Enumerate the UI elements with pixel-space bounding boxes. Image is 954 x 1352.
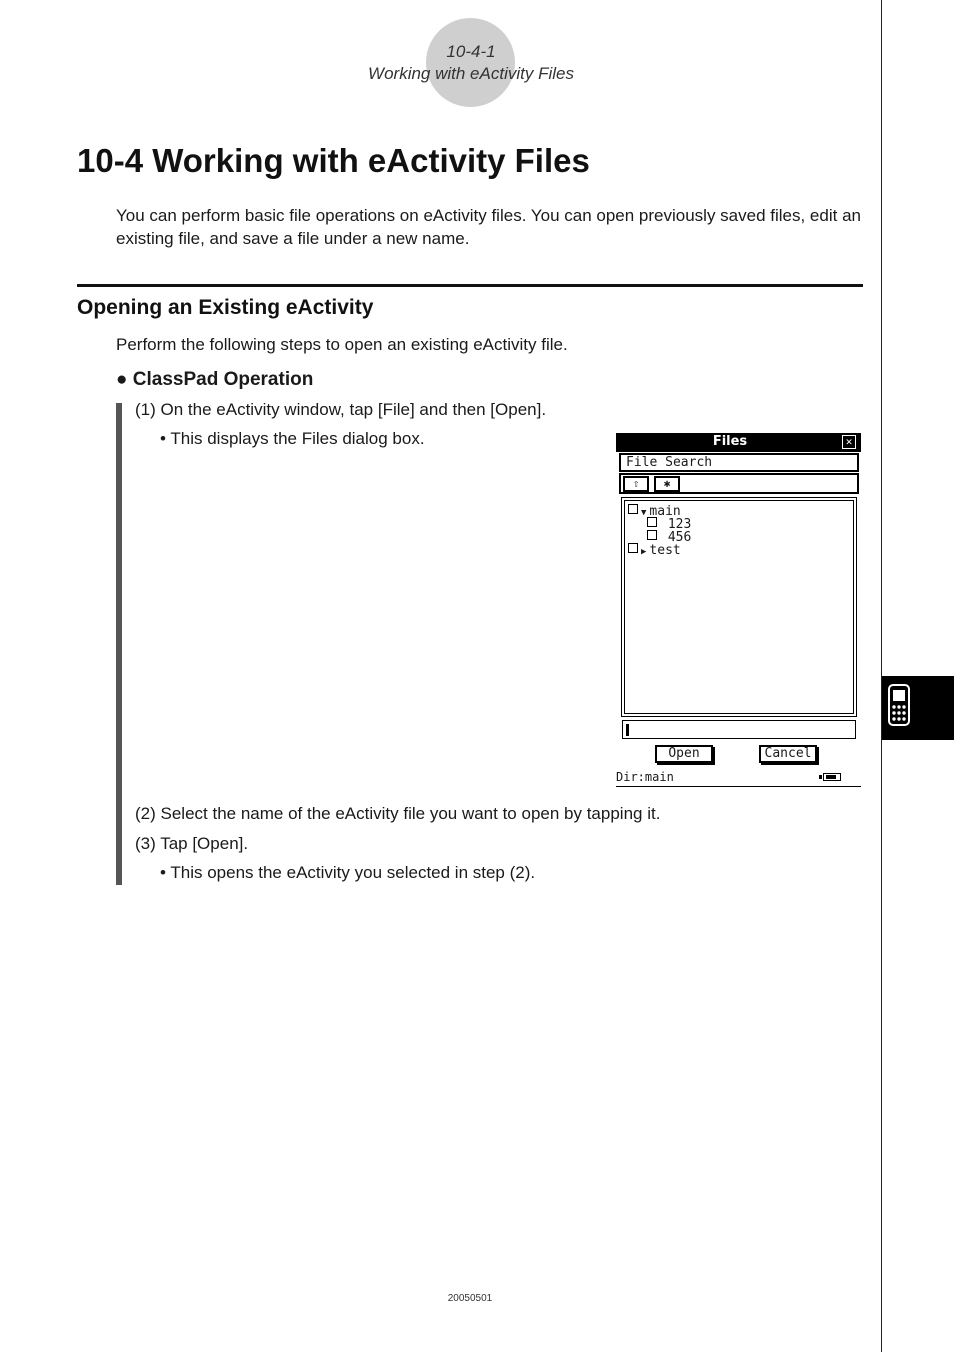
step-text: On the eActivity window, tap [File] and then [Open].	[160, 400, 547, 419]
header-circle	[426, 18, 515, 107]
step-text: Tap [Open].	[160, 834, 249, 853]
status-dir: Dir:main	[616, 770, 674, 784]
status-bar	[616, 770, 861, 787]
tree-item-label: 123	[667, 517, 692, 532]
triangle-down-icon[interactable]: ▼	[641, 508, 647, 518]
page-number: 10-4-1	[446, 42, 496, 61]
header-subtitle: Working with eActivity Files	[368, 64, 574, 83]
triangle-right-icon[interactable]: ▶	[641, 547, 647, 557]
checkbox[interactable]	[647, 530, 657, 540]
step-number: (3)	[135, 834, 156, 853]
intro-paragraph: You can perform basic file operations on eActivity files. You can open previously saved files, edit an existing file, and save a file under a new name.	[116, 206, 861, 248]
battery-icon	[823, 773, 841, 781]
tree-item-label: main	[649, 504, 681, 519]
section-heading: Opening an Existing eActivity	[77, 296, 374, 319]
operation-label: ClassPad Operation	[132, 369, 314, 390]
tree-item-123[interactable]	[647, 517, 691, 531]
section-paragraph: Perform the following steps to open an existing eActivity file.	[116, 335, 568, 354]
step-note-text: This opens the eActivity you selected in step (2).	[170, 863, 536, 882]
dialog-toolbar	[619, 473, 859, 494]
files-dialog-screenshot	[616, 433, 861, 787]
battery-fill	[826, 775, 836, 779]
step-note-text: This displays the Files dialog box.	[170, 429, 425, 448]
checkbox[interactable]	[628, 504, 638, 514]
operation-heading	[116, 369, 313, 391]
calculator-icon	[882, 676, 954, 740]
step-text: Select the name of the eActivity file you want to open by tapping it.	[160, 804, 661, 823]
file-list-inner	[624, 500, 854, 714]
close-icon[interactable]: ✕	[842, 435, 856, 449]
step-1-note: • This displays the Files dialog box.	[160, 429, 425, 448]
step-3	[135, 834, 248, 854]
checkbox[interactable]	[647, 517, 657, 527]
step-3-note: • This opens the eActivity you selected in step (2).	[160, 863, 536, 882]
file-search-button[interactable]: File Search	[619, 453, 859, 472]
tree-item-label: test	[649, 543, 681, 558]
up-folder-icon[interactable]: ⇧	[623, 476, 649, 492]
checkbox[interactable]	[628, 543, 638, 553]
section-divider	[77, 284, 863, 287]
tree-item-test[interactable]	[628, 543, 681, 559]
dialog-titlebar	[616, 433, 861, 452]
page-title: 10-4 Working with eActivity Files	[77, 142, 590, 179]
open-button[interactable]: Open	[655, 745, 713, 763]
bullet-icon: ●	[116, 369, 128, 390]
text-cursor	[626, 724, 629, 736]
dialog-title: Files	[712, 434, 748, 449]
procedure-bar	[116, 403, 122, 885]
file-list	[621, 497, 857, 717]
step-1	[135, 400, 546, 420]
step-number: (2)	[135, 804, 156, 823]
new-folder-icon[interactable]: ✱	[654, 476, 680, 492]
tree-item-label: 456	[667, 530, 692, 545]
step-number: (1)	[135, 400, 156, 419]
tree-item-456[interactable]	[647, 530, 691, 544]
filename-input[interactable]	[622, 720, 856, 739]
cancel-button[interactable]: Cancel	[759, 745, 817, 763]
footer-code: 20050501	[447, 1293, 493, 1304]
step-2	[135, 804, 660, 824]
battery-nub	[819, 775, 822, 779]
chapter-tab	[882, 676, 954, 740]
